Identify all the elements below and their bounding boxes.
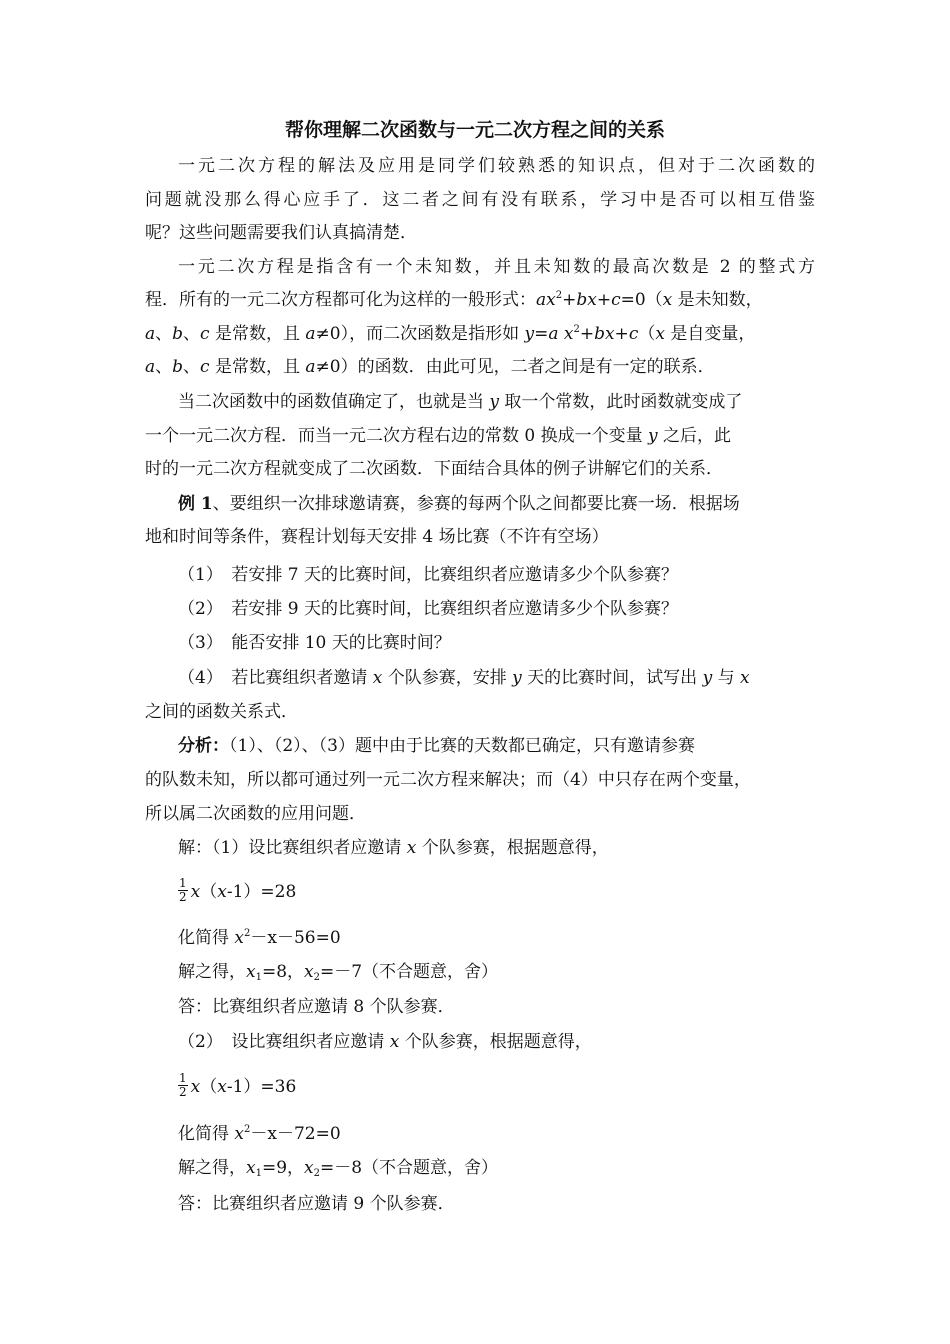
- math-a: a: [305, 324, 316, 344]
- math-x: x: [389, 1032, 400, 1052]
- analysis-line-1: [178, 735, 848, 757]
- roots-2: [178, 1157, 848, 1179]
- math-y: y: [489, 392, 500, 412]
- text-span: 化简得: [178, 928, 235, 948]
- math-x: x: [662, 290, 673, 310]
- math-ax: ax: [536, 290, 556, 310]
- fraction-half: [178, 1072, 188, 1099]
- text-span: 是自变量，: [664, 324, 756, 344]
- math-x: x: [190, 882, 201, 902]
- example-line-1: [178, 493, 848, 515]
- text-span: ≠0）的函数．由此可见，二者之间是有一定的联系．: [315, 357, 715, 377]
- math-bx: +bx+: [579, 324, 629, 344]
- math-y: y: [702, 668, 713, 688]
- fraction-half: [178, 877, 188, 904]
- analysis-line-2: 的队数未知，所以都可通过列一元二次方程来解决；而（4）中只存在两个变量，: [145, 770, 751, 790]
- math-sup: 2: [555, 290, 563, 301]
- math-bx: +bx+: [562, 290, 612, 310]
- paragraph-1-line-3: 呢？这些问题需要我们认真搞清楚．: [145, 223, 417, 243]
- text-span: 是常数，且: [209, 324, 306, 344]
- text-span: =8，: [261, 962, 305, 982]
- answer-1: 答：比赛组织者应邀请 8 个队参赛．: [178, 997, 455, 1017]
- paragraph-1-line-1: 一元二次方程的解法及应用是同学们较熟悉的知识点，但对于二次函数的: [178, 156, 815, 176]
- math-y: y: [648, 426, 658, 446]
- math-x: x: [304, 962, 314, 982]
- math-ya: y=a x: [524, 324, 574, 344]
- math-x: x: [406, 838, 417, 858]
- example-line-2: 地和时间等条件，赛程计划每天安排 4 场比赛（不许有空场）: [145, 527, 609, 547]
- paragraph-1-line-2: 问题就没那么得心应手了．这二者之间有没有联系，学习中是否可以相互借鉴: [145, 190, 815, 210]
- question-1: （1） 若安排 7 天的比赛时间，比赛组织者应邀请多少个队参赛？: [178, 565, 678, 585]
- text-span: 解：（1）设比赛组织者应邀请: [178, 838, 407, 858]
- paragraph-3-line-2: [145, 425, 815, 447]
- math-x: x: [655, 324, 665, 344]
- sep: 、: [183, 324, 201, 344]
- paragraph-2-line-1: 一元二次方程是指含有一个未知数，并且未知数的最高次数是 2 的整式方: [178, 257, 815, 277]
- text-span: （: [200, 1077, 218, 1097]
- text-span: =－7（不合题意，舍）: [320, 962, 499, 982]
- text-span: （: [638, 324, 656, 344]
- text-span: 、要组织一次排球邀请赛，参赛的每两个队之间都要比赛一场．根据场: [212, 494, 740, 514]
- math-x: x: [217, 1077, 227, 1097]
- text-span: 程．所有的一元二次方程都可化为这样的一般形式：: [145, 290, 536, 310]
- solution-1-setup: [178, 837, 848, 859]
- text-span: 解之得，: [178, 1158, 246, 1178]
- paragraph-2-line-3: [145, 323, 815, 345]
- math-sub: 2: [313, 972, 320, 983]
- math-sup: 2: [244, 1124, 251, 1135]
- paragraph-3-line-3: 时的一元二次方程就变成了二次函数．下面结合具体的例子讲解它们的关系．: [145, 459, 723, 479]
- text-span: 一个一元二次方程．而当一元二次方程右边的常数 0 换成一个变量: [145, 426, 649, 446]
- text-span: （1）、（2）、（3）题中由于比赛的天数都已确定，只有邀请参赛: [229, 736, 695, 756]
- simplified-2: [178, 1123, 848, 1145]
- text-span: 解之得，: [178, 962, 246, 982]
- math-x: x: [246, 1158, 256, 1178]
- text-span: =0（: [620, 290, 663, 310]
- fraction-numerator: 1: [179, 1071, 187, 1085]
- answer-2: 答：比赛组织者应邀请 9 个队参赛．: [178, 1194, 455, 1214]
- text-span: =9，: [261, 1158, 305, 1178]
- text-span: 与: [712, 668, 740, 688]
- text-span: -1）=36: [226, 1077, 297, 1097]
- text-span: -1）=28: [226, 882, 297, 902]
- math-x: x: [217, 882, 227, 902]
- text-span: =－8（不合题意，舍）: [320, 1158, 499, 1178]
- roots-1: [178, 961, 848, 983]
- text-span: －x－56=0: [250, 928, 341, 948]
- text-span: 个队参赛，根据题意得，: [416, 838, 609, 858]
- fraction-denominator: 2: [179, 890, 187, 904]
- text-span: 是常数，且: [209, 357, 306, 377]
- math-sup: 2: [573, 324, 580, 335]
- paragraph-2-line-4: [145, 356, 815, 378]
- text-span: 之后，此: [657, 426, 732, 446]
- math-x: x: [304, 1158, 314, 1178]
- math-a: a: [305, 357, 316, 377]
- math-c: c: [628, 324, 639, 344]
- text-span: 是未知数，: [672, 290, 763, 310]
- analysis-line-3: 所以属二次函数的应用问题．: [145, 804, 366, 824]
- equation-2: [178, 1071, 848, 1101]
- paragraph-3-line-1: [178, 391, 848, 413]
- analysis-label: 分析：: [178, 736, 229, 756]
- text-span: 个队参赛，根据题意得，: [399, 1032, 592, 1052]
- math-x: x: [739, 668, 750, 688]
- math-b: b: [172, 324, 184, 344]
- math-b: b: [172, 357, 184, 377]
- math-a: a: [145, 357, 156, 377]
- text-span: －x－72=0: [250, 1124, 341, 1144]
- text-span: ≠0），而二次函数是指形如: [315, 324, 525, 344]
- simplified-1: [178, 927, 848, 949]
- text-span: 化简得: [178, 1124, 235, 1144]
- text-span: （: [200, 882, 218, 902]
- text-span: 当二次函数中的函数值确定了，也就是当: [178, 392, 490, 412]
- example-label: 例 1: [178, 494, 213, 514]
- math-c: c: [611, 290, 621, 310]
- math-x: x: [246, 962, 256, 982]
- text-span: （4） 若比赛组织者邀请: [178, 668, 373, 688]
- math-sub: 1: [255, 972, 262, 983]
- paragraph-2-line-2: [145, 289, 815, 311]
- text-span: 取一个常数，此时函数就变成了: [499, 392, 743, 412]
- question-4-line-1: [178, 667, 848, 689]
- text-span: 天的比赛时间，试写出: [521, 668, 703, 688]
- math-sub: 1: [255, 1168, 262, 1179]
- text-span: （2） 设比赛组织者应邀请: [178, 1032, 390, 1052]
- question-3: （3） 能否安排 10 天的比赛时间？: [178, 633, 451, 653]
- math-c: c: [200, 357, 210, 377]
- math-x: x: [372, 668, 383, 688]
- fraction-numerator: 1: [179, 876, 187, 890]
- sep: 、: [155, 324, 173, 344]
- equation-1: [178, 876, 848, 906]
- question-2: （2） 若安排 9 天的比赛时间，比赛组织者应邀请多少个队参赛？: [178, 599, 678, 619]
- math-a: a: [145, 324, 156, 344]
- question-4-line-2: 之间的函数关系式．: [145, 702, 298, 722]
- math-sup: 2: [244, 928, 251, 939]
- fraction-denominator: 2: [179, 1085, 187, 1099]
- math-y: y: [512, 668, 522, 688]
- page-title: 帮你理解二次函数与一元二次方程之间的关系: [284, 119, 665, 141]
- math-sub: 2: [313, 1168, 320, 1179]
- math-x: x: [234, 928, 244, 948]
- math-x: x: [234, 1124, 244, 1144]
- text-span: 个队参赛，安排: [382, 668, 513, 688]
- sep: 、: [183, 357, 201, 377]
- math-x: x: [190, 1077, 201, 1097]
- math-c: c: [200, 324, 210, 344]
- solution-2-setup: [178, 1031, 848, 1053]
- sep: 、: [155, 357, 173, 377]
